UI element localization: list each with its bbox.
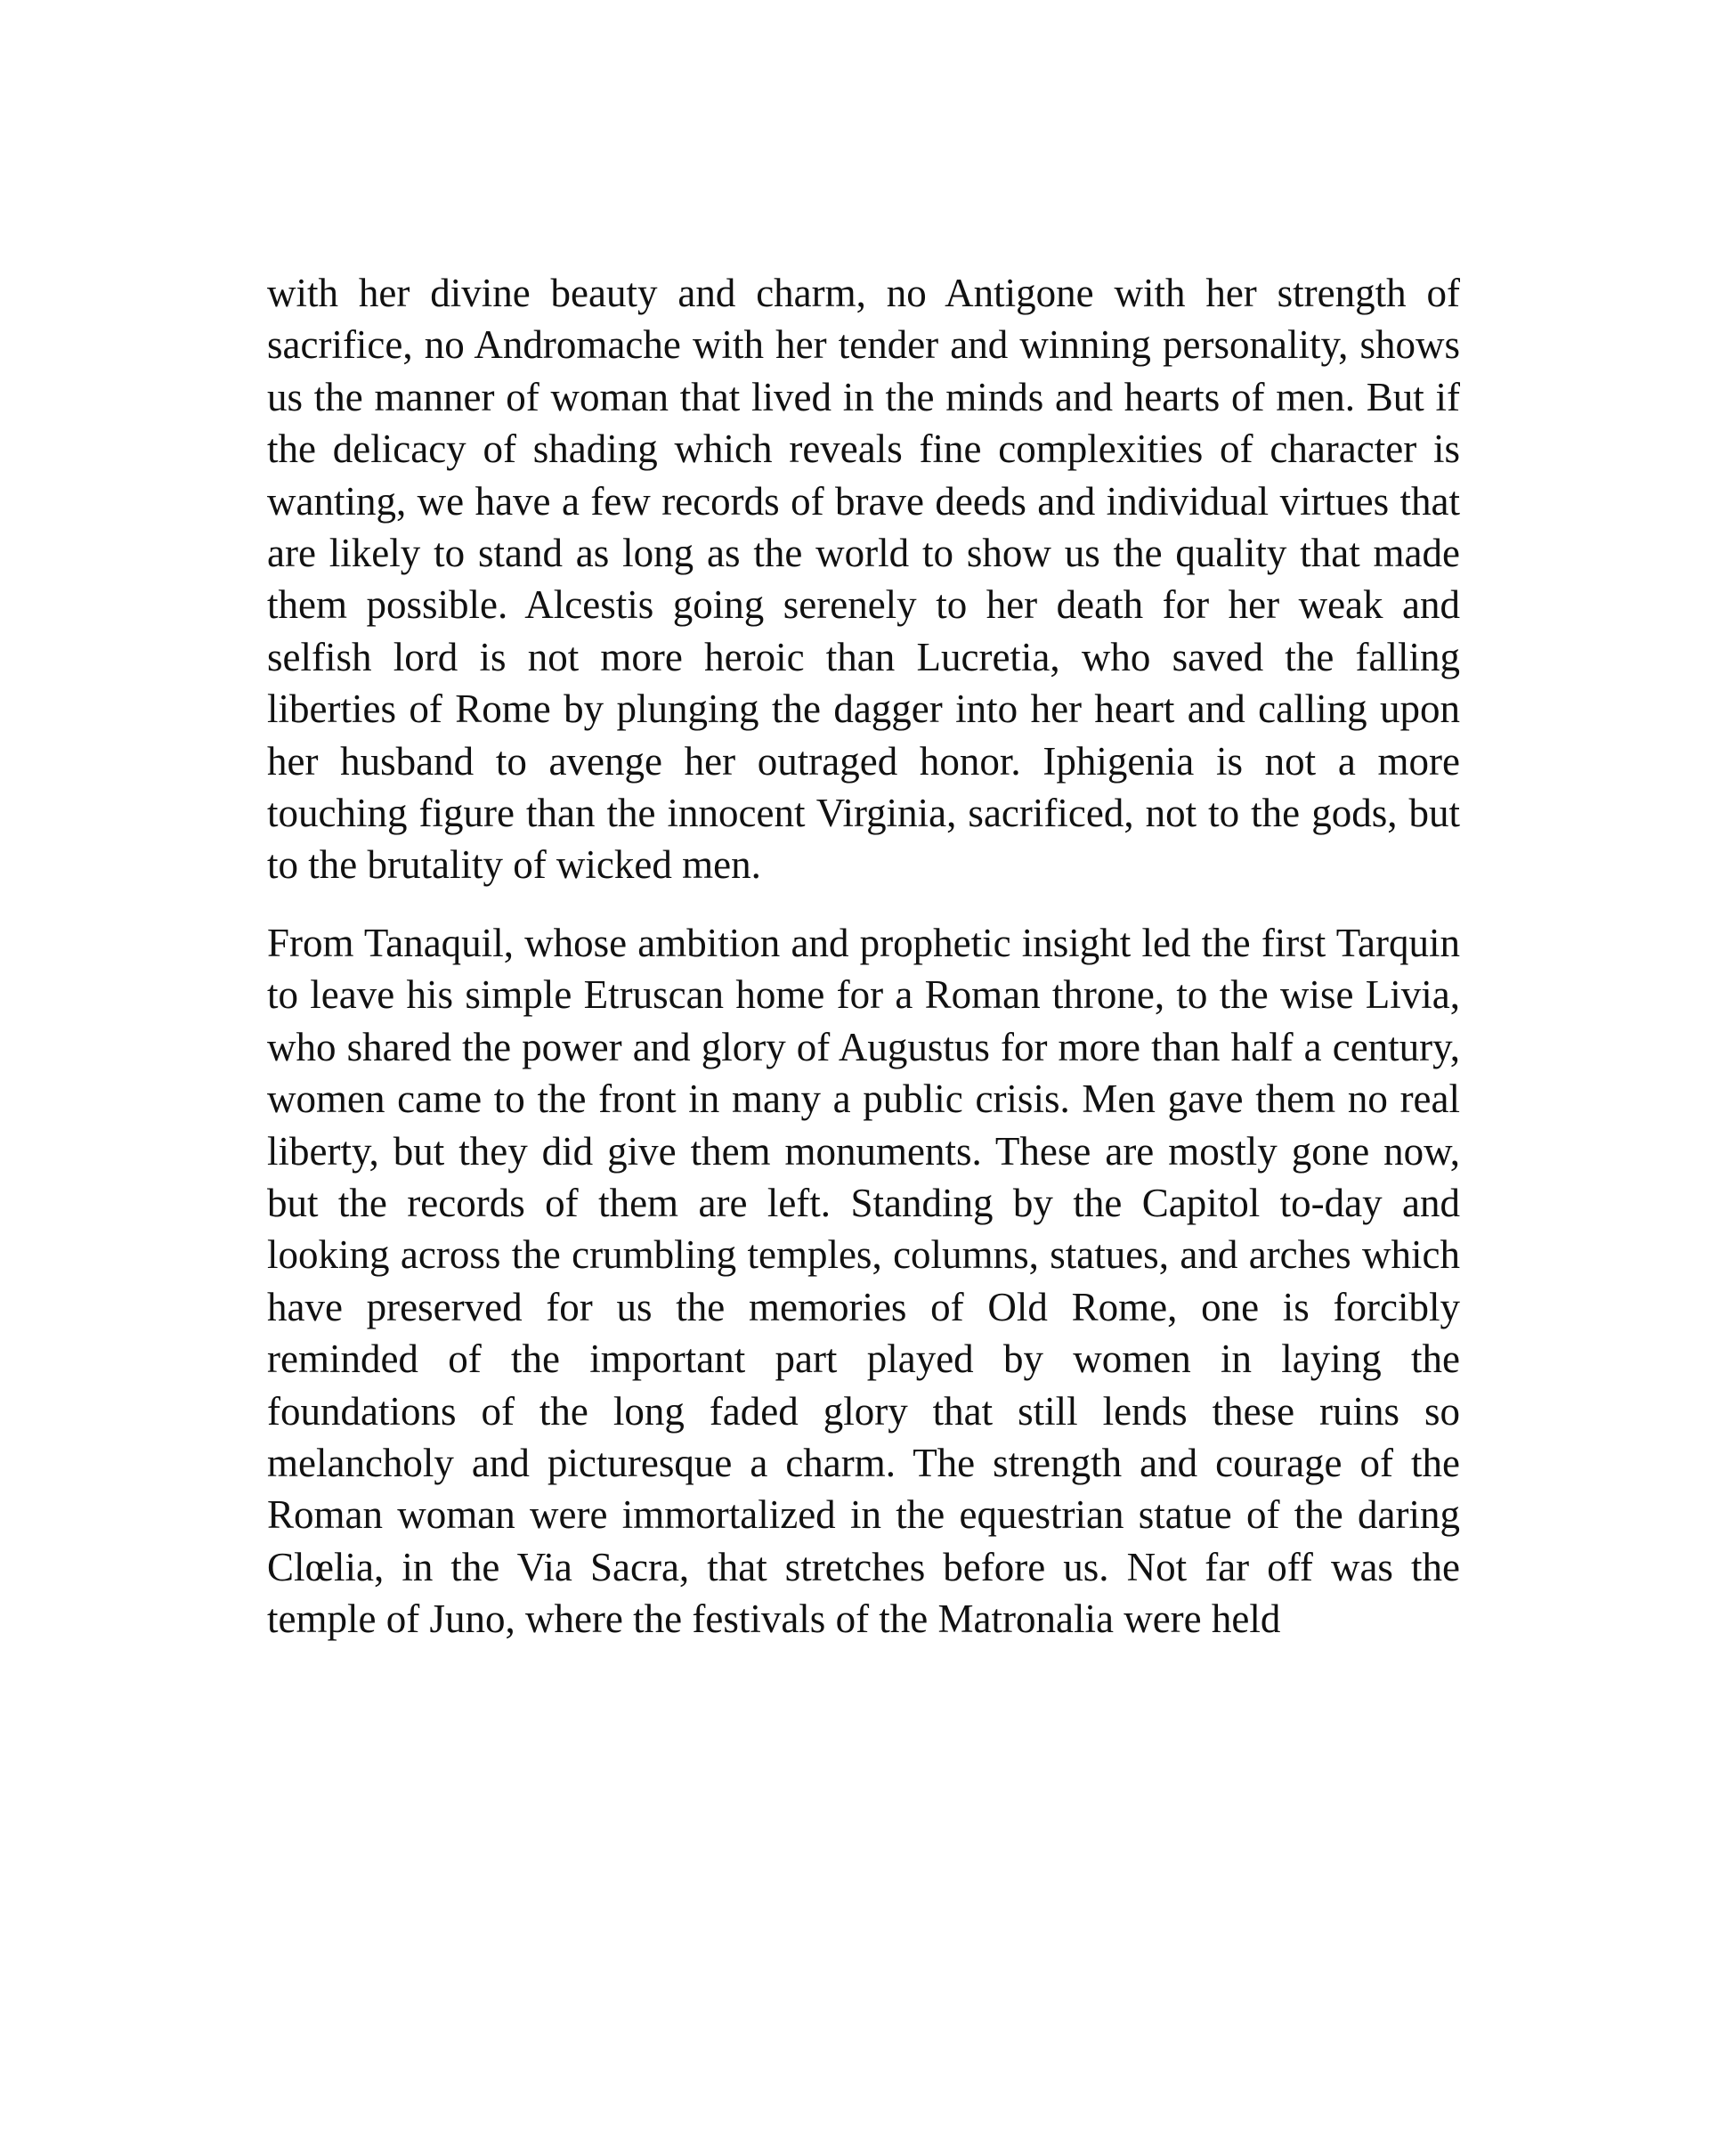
paragraph-1: with her divine beauty and charm, no Antigone with her strength of sacrifice, no Andromache with her tender and winning personality, shows us the manner of woman that lived in the minds and hearts of men. But if the delicacy of shading which reveals fine complexities of character is wanting, we have a few records of brave deeds and individual virtues that are likely to stand as long as the world to show us the quality that made them possible. Alcestis going serenely to her death for her weak and selfish lord is not more heroic than Lucretia, who saved the falling liberties of Rome by plunging the dagger into her heart and calling upon her husband to avenge her outraged honor. Iphigenia is not a more touching figure than the innocent Virginia, sacrificed, not to the gods, but to the brutality of wicked men. <box>267 271 1460 888</box>
paragraph-2: From Tanaquil, whose ambition and prophetic insight led the first Tarquin to leave his simple Etruscan home for a Roman throne, to the wise Livia, who shared the power and glory of Augustus for more than half a century, women came to the front in many a public crisis. Men gave them no real liberty, but they did give them monuments. These are mostly gone now, but the records of them are left. Standing by the Capitol to-day and looking across the crumbling temples, columns, statues, and arches which have preserved for us the memories of Old Rome, one is forcibly reminded of the important part played by women in laying the foundations of the long faded glory that still lends these ruins so melancholy and picturesque a charm. The strength and courage of the Roman woman were immortalized in the equestrian statue of the daring Clœlia, in the Via Sacra, that stretches before us. Not far off was the temple of Juno, where the festivals of the Matronalia were held <box>267 920 1460 1642</box>
body-text <box>267 267 1460 1645</box>
